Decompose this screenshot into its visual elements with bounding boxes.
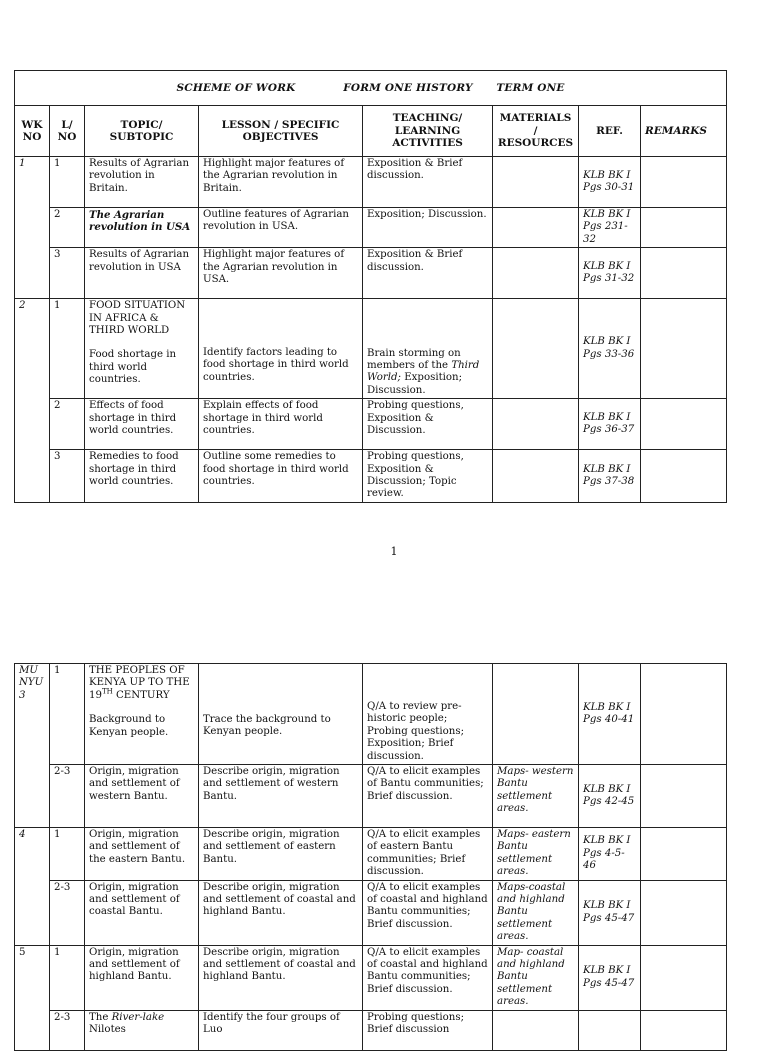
materials-cell [493,208,579,248]
lesson-number: 1 [50,664,85,765]
week-number: 2 [15,299,50,503]
remarks-cell [641,945,727,1010]
remarks-cell [641,828,727,881]
materials-cell [493,450,579,503]
activity-text-italic: Third World; [367,360,480,384]
lesson-number: 2 [50,399,85,450]
lesson-number: 3 [50,450,85,503]
table-row [15,157,727,208]
objective-cell: Explain effects of food shortage in third world countries. [199,399,363,450]
materials-cell [493,1010,579,1050]
ref-cell: KLB BK I Pgs 31-32 [579,248,641,299]
remarks-cell [641,880,727,945]
header-teaching: TEACHING/ LEARNING ACTIVITIES [363,106,493,157]
activities-cell: Q/A to elicit examples of eastern Bantu communities; Brief discussion. [363,828,493,881]
header-ln: L/ NO [50,106,85,157]
materials-cell: Maps-coastal and highland Bantu settlement areas. [493,880,579,945]
document-title [15,71,727,106]
ref-cell: KLB BK I Pgs 231-32 [579,208,641,248]
topic-subtopic: Background to Kenyan people. [89,714,169,738]
lesson-number: 2-3 [50,1010,85,1050]
materials-cell [493,299,579,399]
lesson-number: 1 [50,828,85,881]
lesson-number: 1 [50,299,85,399]
activity-text: Brain storming on members of the [367,347,461,371]
activity-text: Exposition; Discussion. [367,372,463,396]
ref-cell: KLB BK I Pgs 36-37 [579,399,641,450]
week-number: 5 [15,945,50,1050]
lesson-number: 2-3 [50,765,85,828]
table-row [15,765,727,828]
materials-cell [493,157,579,208]
header-materials: MATERIALS / RESOURCES [493,106,579,157]
topic-cell: Origin, migration and settlement of highland Bantu. [85,945,199,1010]
materials-cell [493,248,579,299]
remarks-cell [641,765,727,828]
title-term: TERM ONE [496,81,565,94]
topic-heading: FOOD SITUATION IN AFRICA & THIRD WORLD [89,300,186,337]
remarks-cell [641,1010,727,1050]
topic-heading-tail: CENTURY [112,689,170,701]
topic-text-italic: River-lake [111,1011,165,1023]
lesson-number: 3 [50,248,85,299]
scheme-table-page-1 [14,70,726,503]
header-lesson: LESSON / SPECIFIC OBJECTIVES [199,106,363,157]
topic-heading: THE PEOPLES OF KENYA UP TO THE 19 [89,665,190,701]
activities-cell: Probing questions, Exposition & Discussion; Topic review. [363,450,493,503]
table-row [15,664,727,765]
remarks-cell [641,208,727,248]
table-row [15,880,727,945]
activities-cell: Probing questions, Exposition & Discussion. [363,399,493,450]
ref-cell: KLB BK I Pgs 4-5-46 [579,828,641,881]
scheme-table-page-2 [14,663,726,1051]
objective-cell [199,664,363,765]
topic-cell [85,1010,199,1050]
week-number: 1 [15,157,50,299]
ref-cell: KLB BK I Pgs 45-47 [579,880,641,945]
objective-cell: Describe origin, migration and settlement of coastal and highland Bantu. [199,945,363,1010]
title-scheme: SCHEME OF WORK [176,81,296,94]
topic-cell: Remedies to food shortage in third world countries. [85,450,199,503]
materials-cell: Maps- western Bantu settlement areas. [493,765,579,828]
topic-cell: The Agrarian revolution in USA [85,208,199,248]
activities-cell: Exposition & Brief discussion. [363,248,493,299]
header-row [15,106,727,157]
header-topic: TOPIC/ SUBTOPIC [85,106,199,157]
ref-cell: KLB BK I Pgs 42-45 [579,765,641,828]
objective-cell: Describe origin, migration and settlement of eastern Bantu. [199,828,363,881]
ref-cell: KLB BK I Pgs 30-31 [579,157,641,208]
page-number: 1 [390,545,398,558]
materials-cell: Map- coastal and highland Bantu settlement areas. [493,945,579,1010]
objective-cell: Identify the four groups of Luo [199,1010,363,1050]
ref-cell [579,1010,641,1050]
table-row [15,450,727,503]
header-wk: WK NO [15,106,50,157]
activities-cell: Q/A to elicit examples of Bantu communities; Brief discussion. [363,765,493,828]
objective-cell: Identify factors leading to food shortage in third world countries. [199,299,363,399]
title-row [15,71,727,106]
objective-cell: Describe origin, migration and settlement of western Bantu. [199,765,363,828]
ref-cell: KLB BK I Pgs 45-47 [579,945,641,1010]
ref-cell: KLB BK I Pgs 37-38 [579,450,641,503]
topic-superscript: TH [101,687,113,696]
topic-cell: Origin, migration and settlement of coastal Bantu. [85,880,199,945]
remarks-cell [641,157,727,208]
header-remarks: REMARKS [641,106,727,157]
week-number: MU NYU 3 [15,664,50,828]
activities-cell: Q/A to review pre-historic people; Probing questions; Exposition; Brief discussion. [363,664,493,765]
table-row [15,299,727,399]
header-ref: REF. [579,106,641,157]
remarks-cell [641,299,727,399]
activities-cell: Q/A to elicit examples of coastal and highland Bantu communities; Brief discussion. [363,880,493,945]
topic-cell: Effects of food shortage in third world countries. [85,399,199,450]
table-row [15,945,727,1010]
ref-cell: KLB BK I Pgs 33-36 [579,299,641,399]
topic-cell [85,664,199,765]
objective-cell: Highlight major features of the Agrarian revolution in Britain. [199,157,363,208]
activities-cell: Probing questions; Brief discussion [363,1010,493,1050]
table-row [15,399,727,450]
table-row [15,828,727,881]
remarks-cell [641,450,727,503]
objective-cell: Highlight major features of the Agrarian revolution in USA. [199,248,363,299]
activities-cell: Exposition; Discussion. [363,208,493,248]
topic-cell: Results of Agrarian revolution in Britain. [85,157,199,208]
topic-cell: Origin, migration and settlement of western Bantu. [85,765,199,828]
objective-cell: Describe origin, migration and settlement of coastal and highland Bantu. [199,880,363,945]
objective-cell: Outline some remedies to food shortage in third world countries. [199,450,363,503]
topic-subtopic: Food shortage in third world countries. [89,349,177,386]
topic-text: The [89,1011,109,1023]
lesson-number: 1 [50,945,85,1010]
topic-text: Nilotes [89,1024,126,1036]
topic-cell: Results of Agrarian revolution in USA [85,248,199,299]
lesson-number: 1 [50,157,85,208]
objective-text: Trace the background to Kenyan people. [203,714,331,738]
activities-cell [363,299,493,399]
lesson-number: 2 [50,208,85,248]
title-form: FORM ONE HISTORY [343,81,473,94]
remarks-cell [641,664,727,765]
materials-cell: Maps- eastern Bantu settlement areas. [493,828,579,881]
activities-cell: Exposition & Brief discussion. [363,157,493,208]
ref-cell: KLB BK I Pgs 40-41 [579,664,641,765]
objective-cell: Outline features of Agrarian revolution in USA. [199,208,363,248]
table-row [15,248,727,299]
lesson-number: 2-3 [50,880,85,945]
week-number: 4 [15,828,50,946]
remarks-cell [641,248,727,299]
topic-cell: Origin, migration and settlement of the eastern Bantu. [85,828,199,881]
remarks-cell [641,399,727,450]
table-row [15,208,727,248]
activities-cell: Q/A to elicit examples of coastal and highland Bantu communities; Brief discussion. [363,945,493,1010]
materials-cell [493,664,579,765]
topic-cell [85,299,199,399]
table-row [15,1010,727,1050]
materials-cell [493,399,579,450]
